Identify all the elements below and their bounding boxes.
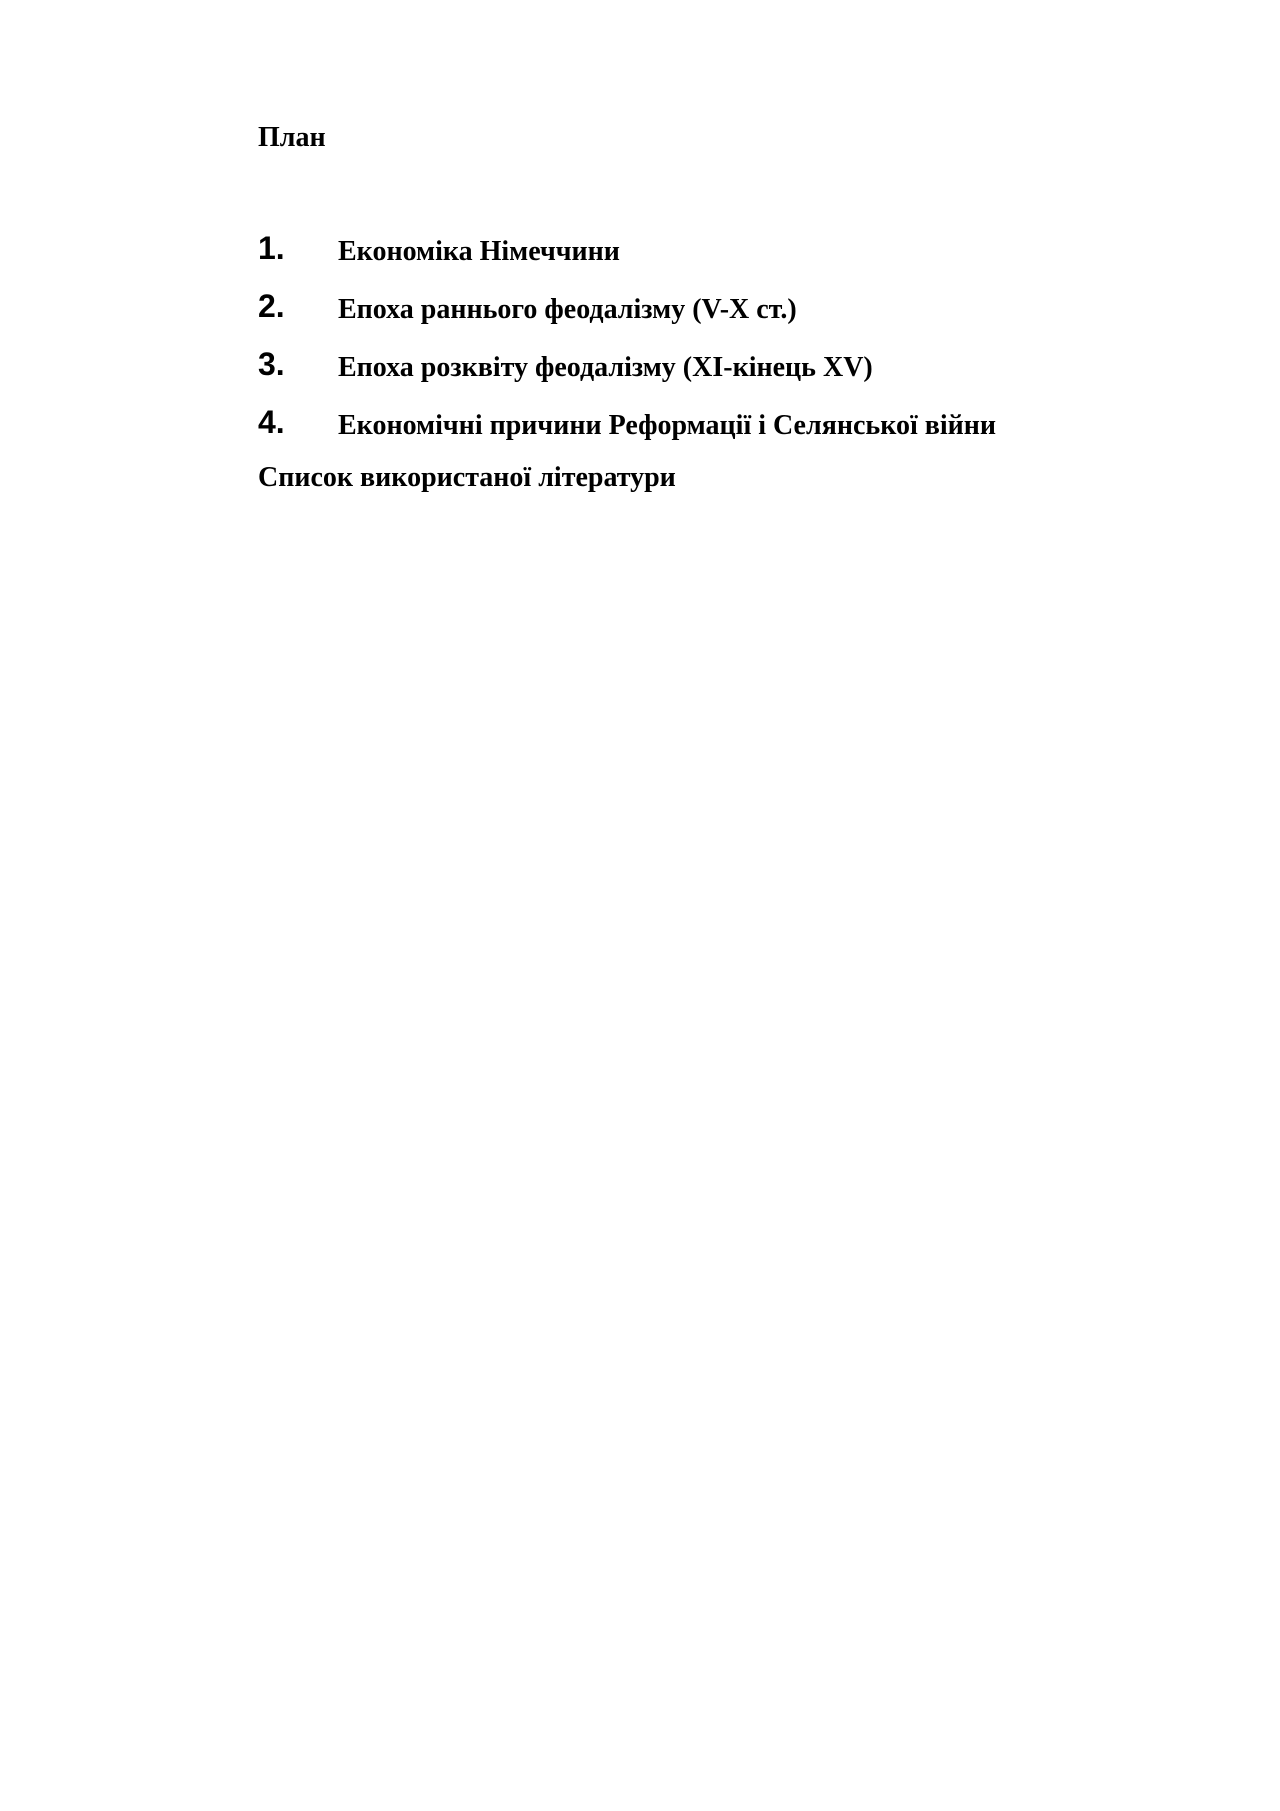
list-item-text: Економічні причини Реформації і Селянської війни: [338, 410, 997, 441]
list-item-number: 3.: [258, 346, 285, 382]
list-item-number: 2.: [258, 288, 285, 324]
page-title: План: [258, 122, 326, 153]
list-item-text: Епоха розквіту феодалізму (XI-кінець XV): [338, 352, 873, 383]
list-item-text: Епоха раннього феодалізму (V-X ст.): [338, 294, 797, 325]
list-item-number: 4.: [258, 404, 285, 440]
references-heading: Список використаної літератури: [258, 462, 676, 493]
list-item-text: Економіка Німеччини: [338, 236, 620, 267]
list-item-number: 1.: [258, 230, 285, 266]
